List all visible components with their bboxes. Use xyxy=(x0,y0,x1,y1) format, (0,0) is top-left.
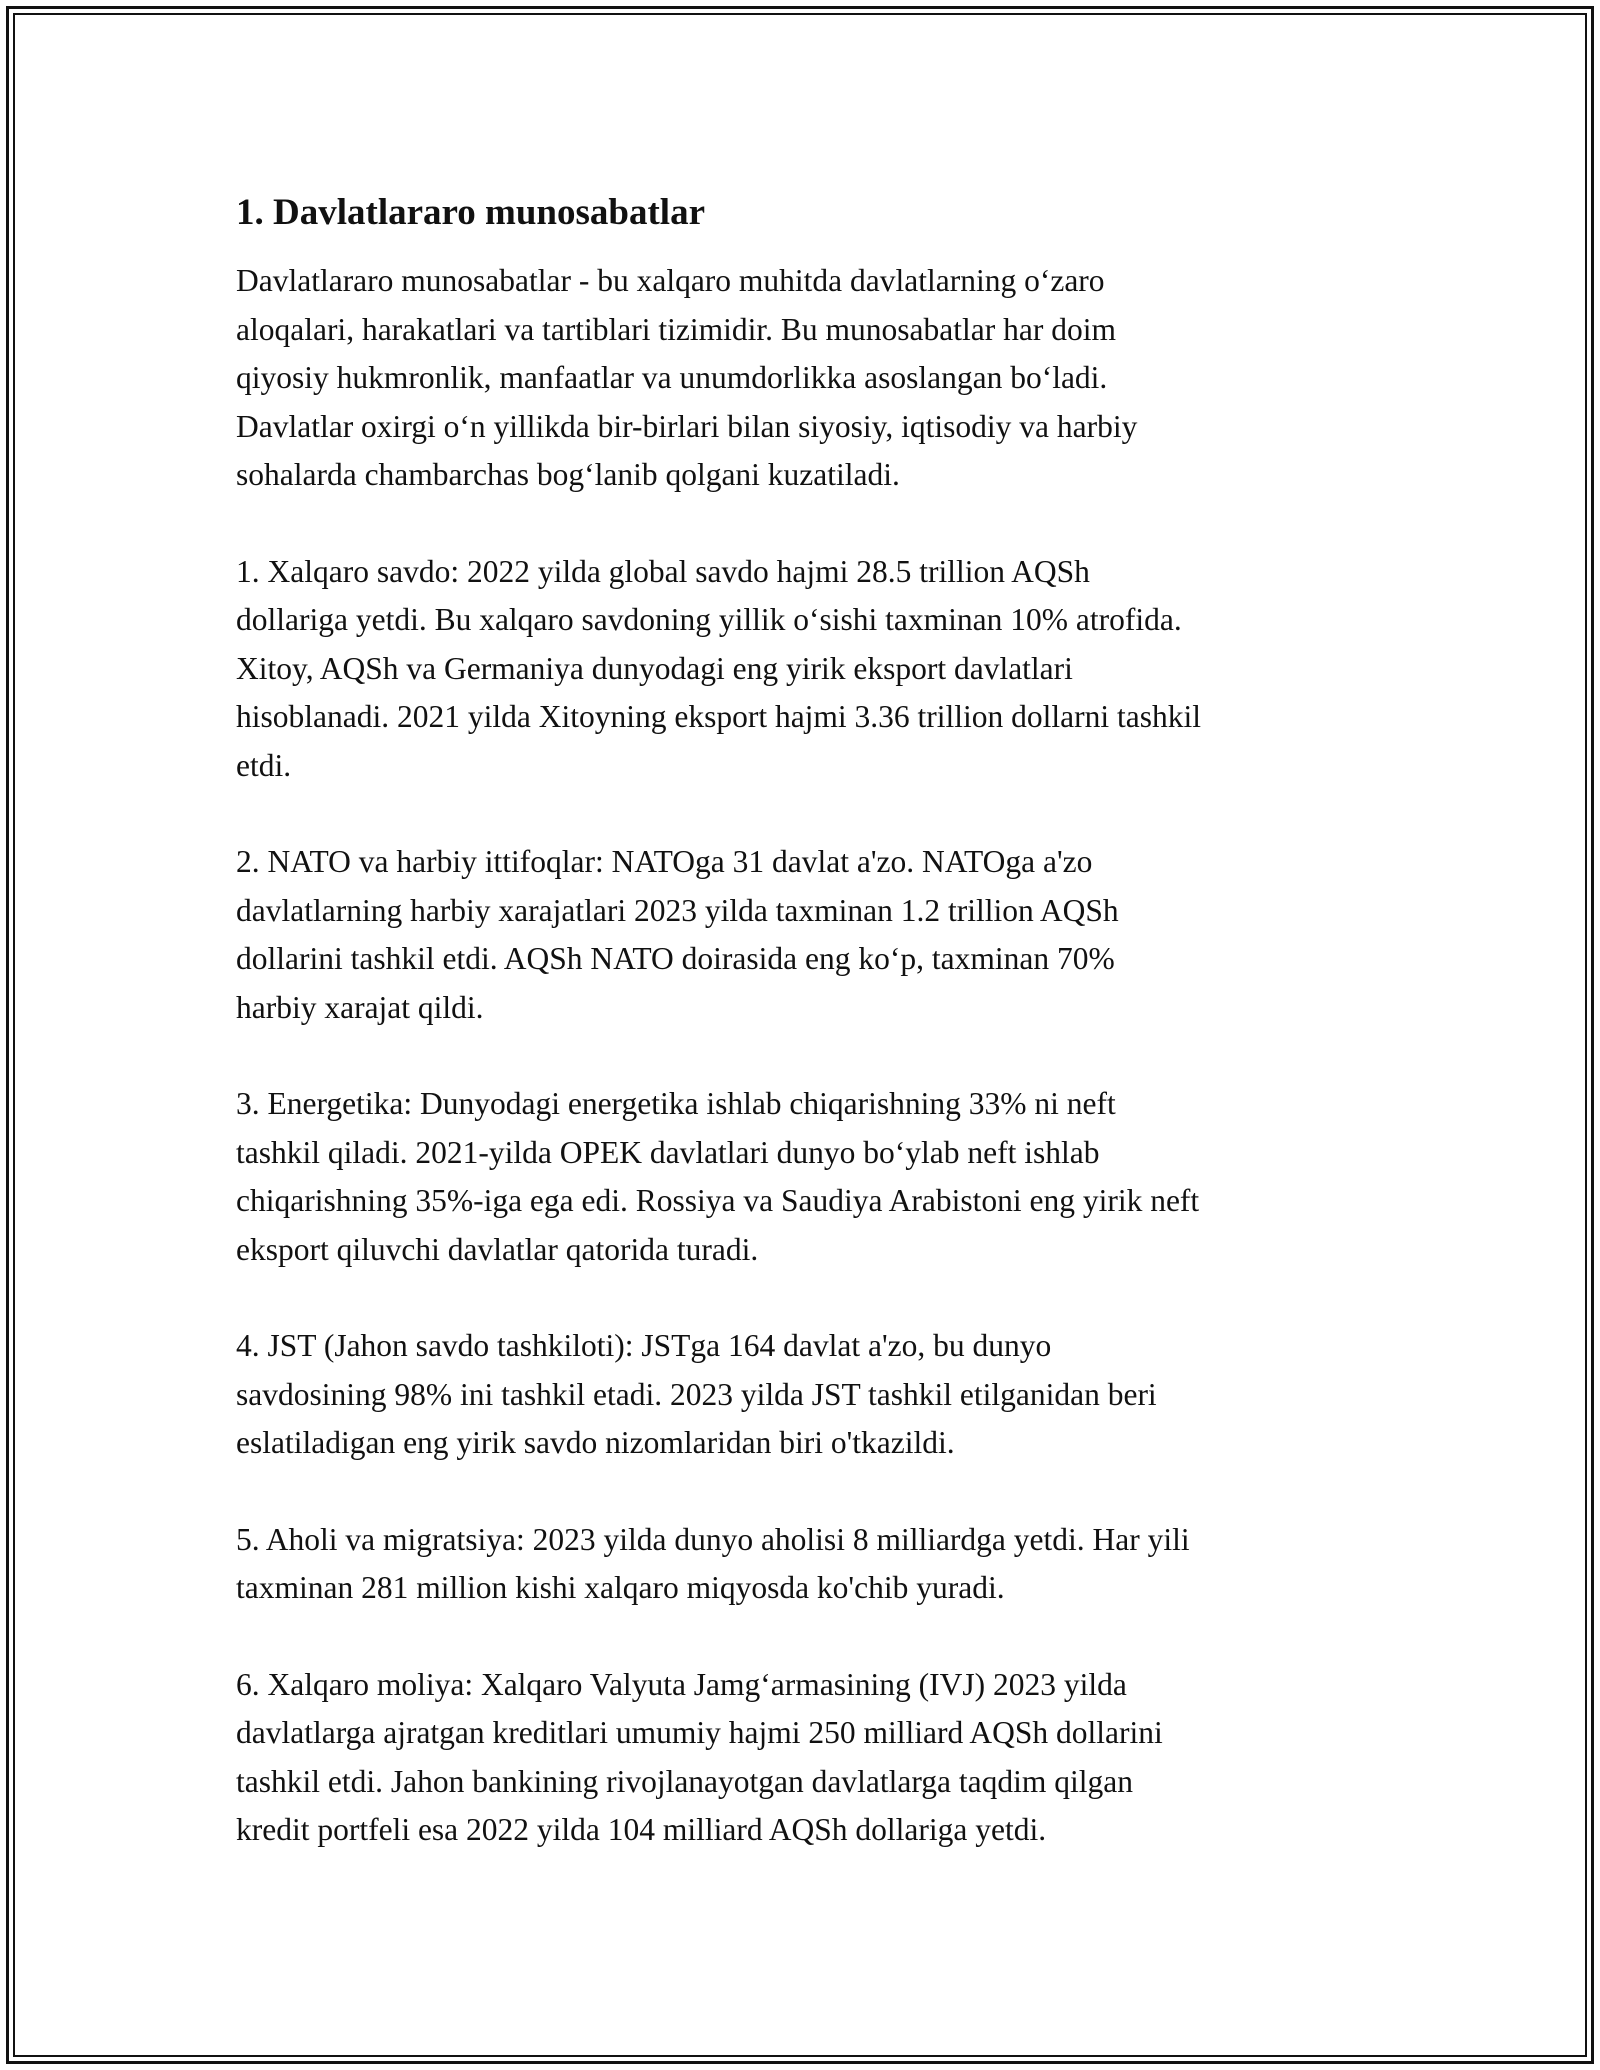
document-title: 1. Davlatlararo munosabatlar xyxy=(236,192,706,233)
section-wto: 4. JST (Jahon savdo tashkiloti): JSTga 164 davlat a'zo, bu dunyo savdosining 98% ini tashkil etadi. 2023 yilda JST tashkil etilganidan beri eslatiladigan eng yirik savdo nizomlaridan biri o'tkazildi. xyxy=(236,1328,1157,1460)
section-nato: 2. NATO va harbiy ittifoqlar: NATOga 31 davlat a'zo. NATOga a'zo davlatlarning harbiy xarajatlari 2023 yilda taxminan 1.2 trillion AQSh dollarini tashkil etdi. AQSh NATO doirasida eng ko‘p, taxminan 70% harbiy xarajat qildi. xyxy=(236,844,1119,1025)
section-energy: 3. Energetika: Dunyodagi energetika ishlab chiqarishning 33% ni neft tashkil qiladi. 2021-yilda OPEK davlatlari dunyo bo‘ylab neft ishlab chiqarishning 35%-iga ega edi. Rossiya va Saudiya Arabistoni eng yirik neft eksport qiluvchi davlatlar qatorida turadi. xyxy=(236,1086,1200,1267)
document-body xyxy=(236,188,1386,1855)
section-population: 5. Aholi va migratsiya: 2023 yilda dunyo aholisi 8 milliardga yetdi. Har yili taxminan 281 million kishi xalqaro miqyosda ko'chib yuradi. xyxy=(236,1521,1190,1605)
section-finance: 6. Xalqaro moliya: Xalqaro Valyuta Jamg‘armasining (IVJ) 2023 yilda davlatlarga ajratgan kreditlari umumiy hajmi 250 milliard AQSh dollarini tashkil etdi. Jahon bankining rivojlanayotgan davlatlarga taqdim qilgan kredit portfeli esa 2022 yilda 104 milliard AQSh dollariga yetdi. xyxy=(236,1666,1163,1847)
intro-paragraph: Davlatlararo munosabatlar - bu xalqaro muhitda davlatlarning o‘zaro aloqalari, harakatlari va tartiblari tizimidir. Bu munosabatlar har doim qiyosiy hukmronlik, manfaatlar va unumdorlikka asoslangan bo‘ladi. Davlatlar oxirgi o‘n yillikda bir-birlari bilan siyosiy, iqtisodiy va harbiy sohalarda chambarchas bog‘lanib qolgani kuzatiladi. xyxy=(236,263,1138,492)
section-trade: 1. Xalqaro savdo: 2022 yilda global savdo hajmi 28.5 trillion AQSh dollariga yetdi. Bu xalqaro savdoning yillik o‘sishi taxminan 10% atrofida. Xitoy, AQSh va Germaniya dunyodagi eng yirik eksport davlatlari hisoblanadi. 2021 yilda Xitoyning eksport hajmi 3.36 trillion dollarni tashkil etdi. xyxy=(236,553,1202,783)
